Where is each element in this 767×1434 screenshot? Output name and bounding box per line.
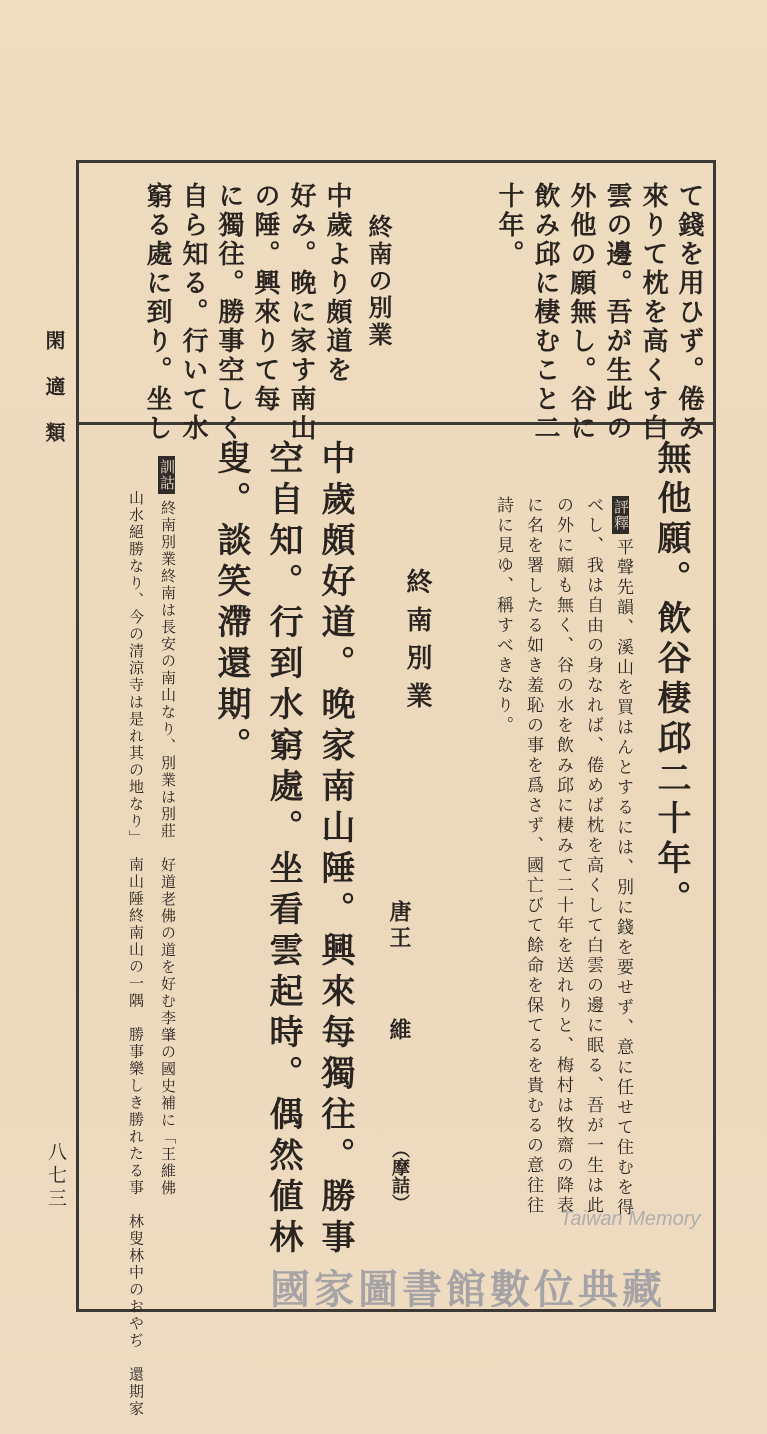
upper-text-column: 來りて枕を高くす白 xyxy=(638,182,668,443)
commentary-column: べし、我は自由の身なれば、倦めば枕を高くして白雲の邊に眠る、吾が一生は此 xyxy=(583,496,603,1216)
commentary-badge: 評釋 xyxy=(612,496,629,534)
category-title: 閑適類 xyxy=(42,330,66,468)
upper-poem-column: の陲。興來りて每 xyxy=(250,182,280,414)
commentary-column: の外に願も無く、谷の水を飲み邱に棲みて二十年を送れりと、梅村は牧齋の降表 xyxy=(553,496,573,1216)
upper-poem-column: 中歲より頗道を xyxy=(322,182,352,385)
notes-badge: 訓詁 xyxy=(158,456,175,494)
author-name: 王維 xyxy=(386,926,412,1110)
upper-poem-column: に獨往。勝事空しく xyxy=(214,182,244,443)
library-watermark: 國家圖書館數位典藏 xyxy=(270,1267,666,1313)
upper-poem-column: 自ら知る。行いて水 xyxy=(178,182,208,443)
poem-column: 叟。談笑滯還期。 xyxy=(211,440,251,768)
poem-column: 中歲頗好道。晚家南山陲。興來每獨往。勝事 xyxy=(315,440,355,1260)
upper-text-column: 外他の願無し。谷に xyxy=(566,182,596,443)
notes-column: 終南別業終南は長安の南山なり、別業は別莊 好道老佛の道を好む李肇の國史補に「王維佛 xyxy=(159,500,177,1197)
upper-poem-column: 窮る處に到り。坐し xyxy=(142,182,172,443)
upper-text-column: 十年。 xyxy=(494,182,524,269)
upper-text-column: 飲み邱に棲むこと二 xyxy=(530,182,560,443)
page-number: 八七三 xyxy=(45,1142,67,1211)
poem-title: 終南別業 xyxy=(402,568,432,720)
notes-column: 山水絕勝なり、今の清涼寺は是れ其の地なり」 南山陲終南山の一隅 勝事樂しき勝れたる事 林叟林中のおやぢ 還期家 xyxy=(127,490,145,1418)
upper-poem-column: 好み。晚に家す南山 xyxy=(286,182,316,443)
commentary-column: に名を署したる如き羞恥の事を爲さず、國亡びて餘命を保てるを貴むるの意往往 xyxy=(523,496,543,1216)
commentary-column: 平聲先韻、溪山を買はんとするには、別に錢を要せず、意に任せて住むを得 xyxy=(613,538,633,1218)
upper-text-column: 雲の邊。吾が生此の xyxy=(602,182,632,443)
upper-text-column: て錢を用ひず。倦み xyxy=(674,182,704,443)
author-alias: （摩詰） xyxy=(389,1140,410,1212)
commentary-label xyxy=(612,496,629,540)
author-dynasty: 唐 xyxy=(386,900,412,922)
verse-line: 無他願。飲谷棲邱二十年。 xyxy=(651,440,691,920)
upper-poem-heading: 終南の別業 xyxy=(364,214,393,349)
commentary-column: 詩に見ゆ、稱すべきなり。 xyxy=(493,496,513,736)
poem-column: 空自知。行到水窮處。坐看雲起時。偶然値林 xyxy=(263,440,303,1260)
watermark-english: Taiwan Memory xyxy=(560,1208,701,1230)
notes-label xyxy=(158,456,175,500)
